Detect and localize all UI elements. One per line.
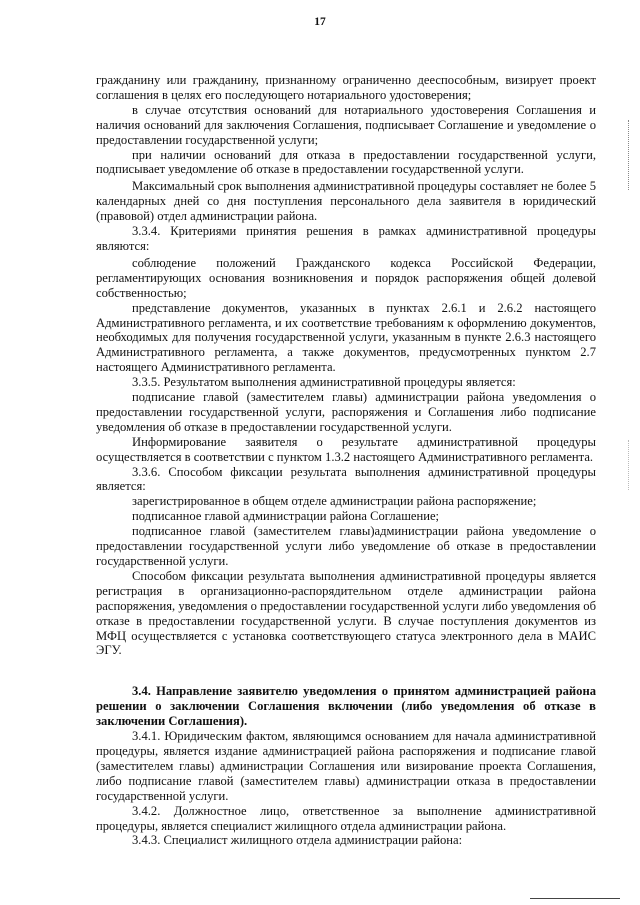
- paragraph: 3.3.6. Способом фиксации результата выполнения административной процедуры является:: [96, 464, 596, 494]
- paragraph: Способом фиксации результата выполнения административной процедуры является регистрация в организационно-распорядительном отделе администрации района распоряжения, уведомления о предоставлении государственной услуги либо уведомления об отказе в предоставлении государственной услуги. В случае поступления документов из МФЦ осуществляется с установка соответствующего статуса электронного дела в МАИС ЭГУ.: [96, 568, 596, 658]
- paragraph: гражданину или гражданину, признанному ограниченно дееспособным, визирует проект соглашения в целях его последующего нотариального удостоверения;: [96, 73, 596, 102]
- paragraph: Информирование заявителя о результате административной процедуры осуществляется в соответствии с пунктом 1.3.2 настоящего Административного регламента.: [96, 434, 596, 464]
- margin-scan-marks: [628, 120, 632, 190]
- paragraph: Максимальный срок выполнения административной процедуры составляет не более 5 календарных дней со дня поступления персонального дела заявителя в юридический (правовой) отдел администрации района.: [96, 179, 596, 224]
- document-body: [96, 73, 596, 848]
- paragraph: подписание главой (заместителем главы) администрации района уведомления о предоставлении государственной услуги, распоряжения и Соглашения либо подписание уведомления об отказе в предоставлении государственной услуги.: [96, 390, 596, 434]
- paragraph: 3.4.1. Юридическим фактом, являющимся основанием для начала административной процедуры, является издание администрацией района распоряжения и подписание главой (заместителем главы) администрации Соглашения или визирование проекта Соглашения, либо подписание главой (заместителем главы) администрации отказа в предоставлении государственной услуги.: [96, 729, 596, 803]
- paragraph: зарегистрированное в общем отделе администрации района распоряжение;: [132, 494, 537, 509]
- paragraph: представление документов, указанных в пунктах 2.6.1 и 2.6.2 настоящего Административного регламента, и их соответствие требованиям к оформлению документов, необходимых для получения государственной услуги, указанным в пункте 2.6.3 настоящего Административного регламента, а также документов, предусмотренных пунктом 2.7 настоящего Административного регламента.: [96, 300, 596, 375]
- paragraph: при наличии оснований для отказа в предоставлении государственной услуги, подписывает уведомление об отказе в предоставлении государственной услуги.: [96, 147, 596, 177]
- paragraph: 3.4.2. Должностное лицо, ответственное за выполнение административной процедуры, является специалист жилищного отдела администрации района.: [96, 803, 596, 833]
- paragraph: 3.3.4. Критериями принятия решения в рамках административной процедуры являются:: [96, 224, 596, 253]
- margin-scan-marks: [628, 440, 632, 490]
- bottom-rule: [530, 898, 620, 899]
- page-number: 17: [314, 16, 326, 28]
- section-heading: 3.4. Направление заявителю уведомления о принятом администрацией района решении о заключении Соглашения включении (либо уведомления об отказе в заключении Соглашения).: [96, 684, 596, 729]
- paragraph: 3.3.5. Результатом выполнения административной процедуры является:: [132, 375, 516, 390]
- paragraph: соблюдение положений Гражданского кодекса Российской Федерации, регламентирующих основания возникновения и порядок распоряжения общей долевой собственностью;: [96, 255, 596, 300]
- paragraph: 3.4.3. Специалист жилищного отдела администрации района:: [132, 833, 463, 848]
- paragraph: подписанное главой (заместителем главы)администрации района уведомление о предоставлении государственной услуги либо уведомление об отказе в предоставлении государственной услуги.: [96, 524, 596, 568]
- paragraph: в случае отсутствия оснований для нотариального удостоверения Соглашения и наличия оснований для заключения Соглашения, подписывает Соглашение и уведомление о предоставлении государственной услуги;: [96, 102, 596, 147]
- paragraph: подписанное главой администрации района Соглашение;: [132, 509, 440, 524]
